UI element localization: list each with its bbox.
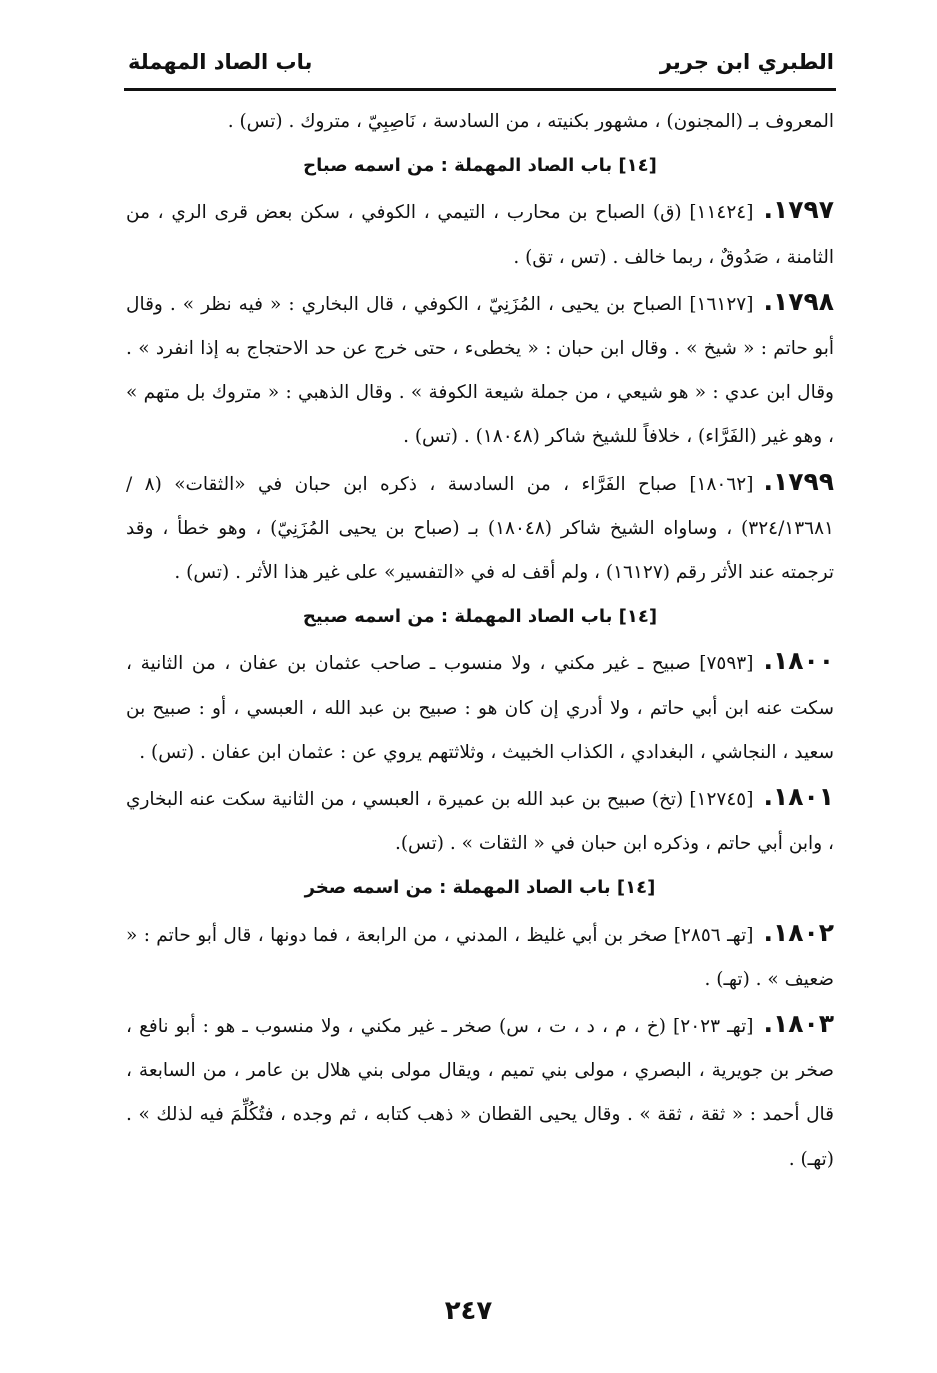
- entry-number: ١٧٩٧.: [763, 195, 834, 225]
- entry-number: ١٨٠٣.: [763, 1009, 834, 1039]
- entry-number: ١٧٩٩.: [763, 466, 834, 496]
- entry-text: [١٨٠٦٢] صباح الفَرَّاء ، من السادسة ، ذكره ابن حبان في «الثقات» (٨ /٣٢٤/١٣٦٨١) ، وساواه الشيخ شاكر (١٨٠٤٨) بـ (صباح بن يحيى المُزَنِيّ) ، وهو خطأ ، وقد ترجمته عند الأثر رقم (١٦١٢٧) ، ولم أقف له في «التفسير» على غير هذا الأثر . (تس) .: [126, 473, 834, 584]
- running-header: [128, 44, 834, 80]
- entry-1800: [126, 639, 834, 775]
- header-divider: [124, 88, 836, 91]
- entry-number: ١٨٠٢.: [763, 917, 834, 947]
- entry-text: [تهـ ٢٠٢٣] (خ ، م ، د ، ت ، س) صخر ـ غير مكني ، ولا منسوب ـ هو : أبو نافع ، صخر بن جويرية ، البصري ، مولى بني تميم ، ويقال مولى بني هلال بن عامر ، من السابعة ، قال أحمد : « ثقة ، ثقة » . وقال يحيى القطان « ذهب كتابه ، ثم وجده ، فتُكُلِّمَ فيه لذلك » . (تهـ) .: [126, 1016, 834, 1170]
- entry-1803: [126, 1002, 834, 1182]
- header-chapter-title: باب الصاد المهملة: [128, 50, 313, 74]
- entry-text: [١١٤٢٤] (ق) الصباح بن محارب ، التيمي ، الكوفي ، سكن بعض قرى الري ، من الثامنة ، صَدُوقٌ ، ربما خالف . (تس ، تق) .: [126, 202, 834, 268]
- entry-1799: [126, 460, 834, 596]
- entry-1802: [126, 911, 834, 1002]
- section-heading-subayh: [١٤] باب الصاد المهملة : من اسمه صبيح: [302, 606, 658, 628]
- entry-text: [تهـ ٢٨٥٦] صخر بن أبي غليظ ، المدني ، من الرابعة ، فما دونها ، قال أبو حاتم : « ضعيف » . (تهـ) .: [126, 924, 834, 990]
- entry-number: ١٧٩٨.: [763, 286, 834, 316]
- header-book-title: الطبري ابن جرير: [659, 50, 834, 74]
- entry-text: [١٢٧٤٥] (تخ) صبيح بن عبد الله بن عميرة ، العبسي ، من الثانية سكت عنه البخاري ، وابن أبي حاتم ، وذكره ابن حبان في « الثقات » . (تس).: [126, 789, 834, 855]
- entry-text: [١٦١٢٧] الصباح بن يحيى ، المُزَنِيّ ، الكوفي ، قال البخاري : « فيه نظر » . وقال أبو حاتم : « شيخ » . وقال ابن حبان : « يخطىء ، حتى خرج عن حد الاحتجاج به إذا انفرد » . وقال ابن عدي : « هو شيعي ، من جملة شيعة الكوفة » . وقال الذهبي : « متروك بل متهم » ، وهو غير (الفَرَّاء) ، خلافاً للشيخ شاكر (١٨٠٤٨) . (تس) .: [126, 293, 834, 448]
- entry-number: ١٨٠١.: [763, 782, 834, 812]
- entry-1801: [126, 775, 834, 866]
- entry-text: [٧٥٩٣] صبيح ـ غير مكني ، ولا منسوب ـ صاحب عثمان بن عفان ، من الثانية ، سكت عنه ابن أبي حاتم ، ولا أدري إن كان هو : صبيح بن عبد الله ، العبسي ، أو : صبيح بن سعيد ، النجاشي ، البغدادي ، الكذاب الخبيث ، وثلاثتهم يروي عن : عثمان ابن عفان . (تس) .: [126, 653, 834, 763]
- entry-1798: [126, 280, 834, 460]
- page-body: [126, 100, 834, 1182]
- section-heading-sakhr: [١٤] باب الصاد المهملة : من اسمه صخر: [304, 877, 656, 899]
- section-heading-sabah: [١٤] باب الصاد المهملة : من اسمه صباح: [303, 155, 657, 177]
- entry-1797: [126, 188, 834, 279]
- page-number: ٢٤٧: [444, 1296, 493, 1326]
- continuation-paragraph: المعروف بـ (المجنون) ، مشهور بكنيته ، من السادسة ، نَاصِبِيّ ، متروك . (تس) .: [227, 111, 834, 132]
- entry-number: ١٨٠٠.: [763, 646, 834, 676]
